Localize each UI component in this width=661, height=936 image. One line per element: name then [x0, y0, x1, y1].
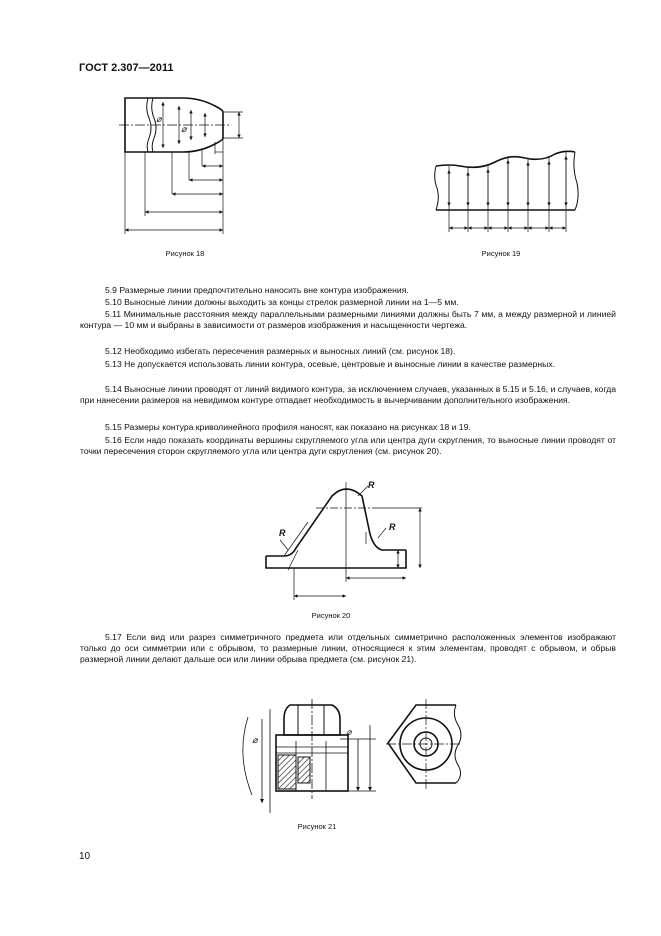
- page-number: 10: [79, 851, 91, 862]
- diameter-symbol: ⌀: [252, 735, 258, 745]
- document-header: ГОСТ 2.307—2011: [79, 62, 174, 74]
- paragraph-5-10: 5.10 Выносные линии должны выходить за концы стрелок размерной линии на 1—5 мм.: [105, 297, 459, 307]
- radius-label: R: [389, 522, 396, 532]
- radius-label: R: [368, 480, 375, 490]
- figure-19-caption: Рисунок 19: [481, 249, 521, 258]
- paragraph-5-12: 5.12 Необходимо избегать пересечения размерных и выносных линий (см. рисунок 18).: [105, 346, 456, 356]
- figure-18-caption: Рисунок 18: [165, 249, 205, 258]
- paragraph-5-15: 5.15 Размеры контура криволинейного профиля наносят, как показано на рисунках 18 и 19.: [105, 422, 471, 432]
- figure-20-caption: Рисунок 20: [311, 611, 351, 620]
- figure-18-drawing: [115, 92, 250, 242]
- figure-21-drawing: [236, 695, 476, 815]
- paragraph-5-11: 5.11 Минимальные расстояния между параллельными размерными линиями должны быть 7 мм, а между размерной и линией контура — 10 мм и выбраны в зависимости от размеров изображения и насыщенности чертежа.: [80, 309, 616, 330]
- diameter-symbol: ⌀: [181, 124, 187, 134]
- paragraph-5-17: 5.17 Если вид или разрез симметричного предмета или отдельных симметрично расположенных элементов изображают только до оси симметрии или с обрывом, то размерные линии, относящиеся к этим элементам, проводят с обрывом, и обрыв размерной линии делают дальше оси или линии обрыва предмета (см. рисунок 21).: [80, 632, 616, 664]
- diameter-symbol: ⌀: [346, 727, 352, 737]
- figure-21-caption: Рисунок 21: [297, 822, 337, 831]
- paragraph-5-14: 5.14 Выносные линии проводят от линий видимого контура, за исключением случаев, указанных в 5.15 и 5.16, и случаев, когда при нанесении размеров на невидимом контуре отпадает необходимость в вычерчивании дополнительного изображения.: [80, 384, 616, 405]
- paragraph-5-9: 5.9 Размерные линии предпочтительно наносить вне контура изображения.: [105, 285, 409, 295]
- paragraph-5-13: 5.13 Не допускается использовать линии контура, осевые, центровые и выносные линии в качестве размерных.: [105, 359, 556, 369]
- radius-label: R: [279, 528, 286, 538]
- diameter-symbol: ⌀: [156, 114, 162, 124]
- paragraph-5-16: 5.16 Если надо показать координаты вершины скругляемого угла или центра дуги скругления, то выносные линии проводят от точки пересечения сторон скругляемого угла или центра дуги скругления (см. рисунок 20).: [80, 435, 616, 456]
- figure-19-drawing: [430, 148, 580, 238]
- figure-20-drawing: [258, 478, 423, 603]
